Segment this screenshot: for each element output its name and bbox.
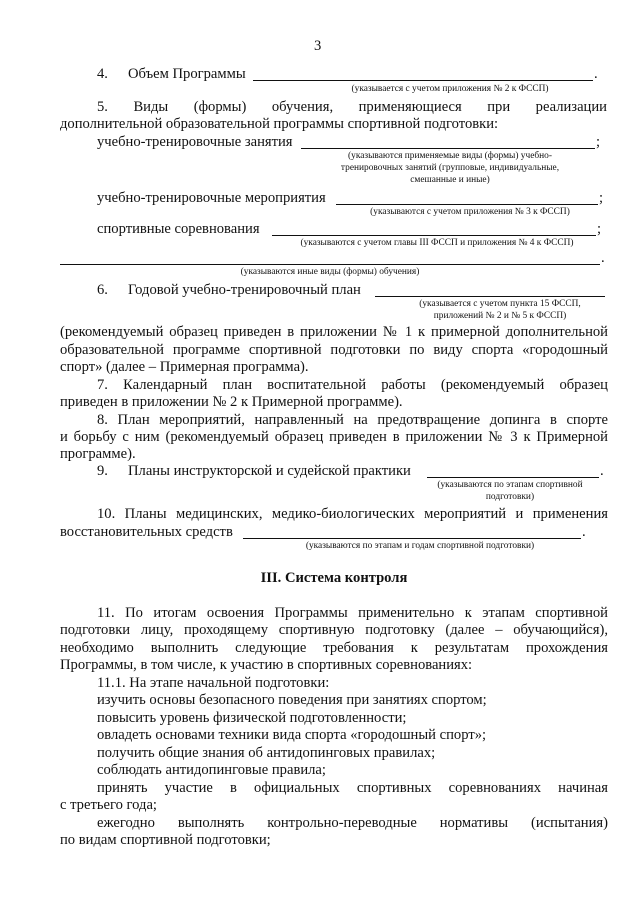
para-11-line-1: 11. По итогам освоения Программы применительно к этапам спортивной [97, 605, 608, 621]
item-6-number: 6. [97, 282, 108, 298]
item-8-line-1: 8. План мероприятий, направленный на предотвращение допинга в спорте [97, 412, 608, 428]
item-6-fill-line [375, 296, 605, 297]
item-9-hint-1: (указываются по этапам спортивной [437, 480, 583, 490]
requirement-7-line-1: ежегодно выполнять контрольно-переводные нормативы (испытания) [97, 815, 608, 831]
item-5a-end: ; [596, 134, 601, 150]
item-5b-fill-line [336, 204, 598, 205]
item-4-end: . [594, 66, 598, 82]
item-5-w5: при [487, 99, 511, 115]
item-9-hint-2: подготовки) [485, 492, 535, 502]
item-10-end: . [582, 524, 586, 540]
item-6-label: Годовой учебно-тренировочный план [128, 282, 361, 298]
page-number: 3 [314, 38, 322, 54]
item-6-hint-2: приложений № 2 и № 5 к ФССП) [433, 311, 567, 321]
para-11-1: 11.1. На этапе начальной подготовки: [97, 675, 330, 691]
requirement-5: соблюдать антидопинговые правила; [97, 762, 326, 778]
item-5a-fill-line [301, 148, 595, 149]
para-11-line-4: Программы, в том числе, к участию в спортивных соревнованиях: [60, 657, 473, 673]
item-10-line-2: восстановительных средств [60, 524, 233, 540]
item-9-fill-line [427, 477, 599, 478]
item-5a-hint-3: смешанные и иные) [410, 175, 490, 185]
item-5c-hint: (указываются с учетом главы III ФССП и приложения № 4 к ФССП) [300, 238, 574, 248]
item-6-para-line-1: (рекомендуемый образец приведен в приложении № 1 к примерной дополнительной [60, 324, 608, 340]
item-4-hint: (указывается с учетом приложения № 2 к ФССП) [351, 84, 549, 94]
item-5d-fill-line [60, 264, 600, 265]
item-5a-hint-2: тренировочных занятий (групповые, индивидуальные, [340, 163, 560, 173]
item-7-line-1: 7. Календарный план воспитательной работы (рекомендуемый образец [97, 377, 608, 393]
requirement-6-line-2: с третьего года; [60, 797, 157, 813]
item-5-line-1 [97, 99, 607, 116]
item-4-number: 4. [97, 66, 108, 82]
section-title: III. Система контроля [260, 570, 408, 586]
item-5c-label: спортивные соревнования [97, 221, 260, 237]
item-6-para-line-3: спорт» (далее – Примерная программа). [60, 359, 309, 375]
item-6-para-line-2: образовательной программе спортивной подготовки по виду спорта «городошный [60, 342, 608, 358]
item-4-fill-line [253, 80, 593, 81]
item-5-w1: Виды [133, 99, 169, 115]
requirement-7-line-2: по видам спортивной подготовки; [60, 832, 271, 848]
item-5-num: 5. [97, 99, 108, 115]
item-5-line-2: дополнительной образовательной программы спортивной подготовки: [60, 116, 499, 132]
item-5-w6: реализации [535, 99, 607, 115]
item-5c-fill-line [272, 235, 596, 236]
item-6-hint-1: (указывается с учетом пункта 15 ФССП, [419, 299, 581, 309]
item-10-line-1: 10. Планы медицинских, медико-биологических мероприятий и применения [97, 506, 608, 522]
item-5d-hint: (указываются иные виды (формы) обучения) [240, 267, 420, 277]
item-5b-hint: (указываются с учетом приложения № 3 к ФССП) [370, 207, 570, 217]
item-5d-end: . [601, 250, 605, 266]
item-5b-label: учебно-тренировочные мероприятия [97, 190, 326, 206]
item-5-w3: обучения, [271, 99, 334, 115]
para-11-line-3: необходимо выполнить следующие требования к результатам прохождения [60, 640, 608, 656]
item-10-fill-line [243, 538, 581, 539]
item-8-line-2: и борьбу с ним (рекомендуемый образец приведен в приложении № 3 к Примерной [60, 429, 608, 445]
para-11-line-2: подготовки лицу, проходящему спортивную подготовку (далее – обучающийся), [60, 622, 608, 638]
item-9-label: Планы инструкторской и судейской практики [128, 463, 411, 479]
item-5-w4: применяющиеся [358, 99, 462, 115]
item-9-number: 9. [97, 463, 108, 479]
item-10-hint: (указываются по этапам и годам спортивной подготовки) [305, 541, 535, 551]
item-5c-end: ; [597, 221, 602, 237]
requirement-4: получить общие знания об антидопинговых правилах; [97, 745, 436, 761]
item-5a-label: учебно-тренировочные занятия [97, 134, 293, 150]
item-5b-end: ; [599, 190, 604, 206]
requirement-3: овладеть основами техники вида спорта «городошный спорт»; [97, 727, 487, 743]
item-5a-hint-1: (указываются применяемые виды (формы) учебно- [348, 151, 552, 161]
item-7-line-2: приведен в приложении № 2 к Примерной программе). [60, 394, 403, 410]
requirement-1: изучить основы безопасного поведения при занятиях спортом; [97, 692, 487, 708]
item-5-w2: (формы) [193, 99, 247, 115]
requirement-2: повысить уровень физической подготовленности; [97, 710, 407, 726]
item-4-label: Объем Программы [128, 66, 246, 82]
item-8-line-3: программе). [60, 446, 136, 462]
item-9-end: . [600, 463, 604, 479]
requirement-6-line-1: принять участие в официальных спортивных соревнованиях начиная [97, 780, 608, 796]
